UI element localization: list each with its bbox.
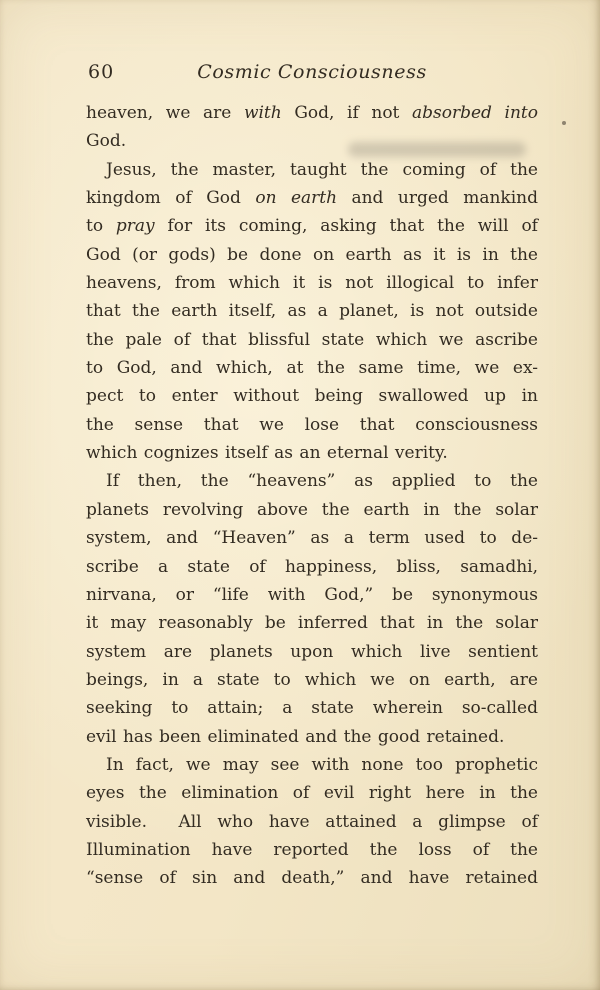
page-number: 60 bbox=[88, 61, 115, 83]
text-line: “sense of sin and death,” and have retained bbox=[86, 868, 538, 889]
text-line: system, and “Heaven” as a term used to de- bbox=[86, 528, 538, 549]
text-line: God. bbox=[86, 131, 127, 152]
text-line: to God, and which, at the same time, we ex- bbox=[86, 358, 538, 379]
page-body bbox=[86, 99, 538, 893]
text-line: scribe a state of happiness, bliss, samadhi, bbox=[86, 556, 538, 577]
text-line: nirvana, or “life with God,” be synonymous bbox=[86, 584, 538, 605]
text-line: heaven, we are with God, if not absorbed into bbox=[86, 103, 538, 123]
page-header bbox=[86, 61, 538, 87]
text-line: that the earth itself, as a planet, is not outside bbox=[86, 301, 538, 322]
text-line: seeking to attain; a state wherein so-called bbox=[86, 698, 538, 719]
text-line: If then, the “heavens” as applied to the bbox=[106, 471, 538, 492]
text-line: eyes the elimination of evil right here in the bbox=[86, 783, 538, 804]
running-head: Cosmic Consciousness bbox=[197, 61, 427, 83]
text-line: Jesus, the master, taught the coming of the bbox=[106, 159, 538, 180]
text-line: it may reasonably be inferred that in the solar bbox=[86, 613, 538, 634]
text-line: the pale of that blissful state which we ascribe bbox=[86, 329, 538, 350]
text-line: to pray for its coming, asking that the will of bbox=[86, 216, 538, 237]
text-line: which cognizes itself as an eternal verity. bbox=[86, 443, 448, 464]
text-line: visible. All who have attained a glimpse of bbox=[86, 811, 538, 832]
text-line: the sense that we lose that consciousness bbox=[86, 414, 538, 435]
text-line: Illumination have reported the loss of the bbox=[86, 839, 538, 860]
text-line: evil has been eliminated and the good retained. bbox=[86, 726, 505, 747]
text-line: beings, in a state to which we on earth, are bbox=[86, 669, 538, 690]
text-line: planets revolving above the earth in the solar bbox=[86, 499, 538, 520]
text-line: pect to enter without being swallowed up in bbox=[86, 386, 538, 407]
ink-speck-artifact bbox=[562, 121, 566, 125]
text-line: system are planets upon which live sentient bbox=[86, 641, 538, 662]
text-line: kingdom of God on earth and urged mankind bbox=[86, 188, 538, 209]
text-line: heavens, from which it is not illogical to infer bbox=[86, 273, 538, 294]
text-line: In fact, we may see with none too prophetic bbox=[106, 754, 538, 775]
text-line: God (or gods) be done on earth as it is in the bbox=[86, 244, 538, 265]
